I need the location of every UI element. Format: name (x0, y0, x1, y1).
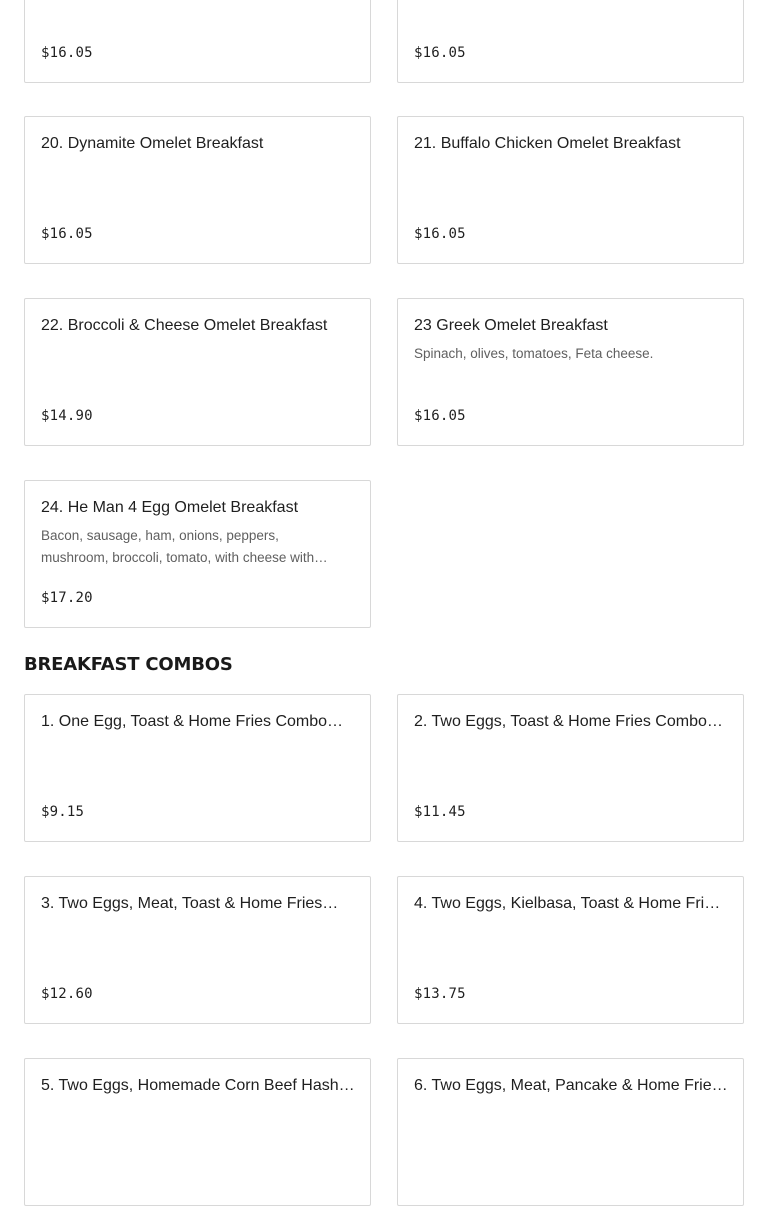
menu-item-title: 23 Greek Omelet Breakfast (414, 317, 608, 334)
menu-item-price: $17.20 (41, 590, 93, 606)
menu-item-card[interactable] (397, 1058, 744, 1206)
menu-item-price: $16.05 (414, 226, 466, 242)
menu-item-price: $13.75 (414, 986, 466, 1002)
menu-item-card[interactable] (24, 876, 371, 1024)
menu-item-title: 22. Broccoli & Cheese Omelet Breakfast (41, 317, 328, 334)
menu-item-card[interactable] (397, 0, 744, 83)
menu-item-description: Bacon, sausage, ham, onions, peppers, mushroom, broccoli, tomato, with cheese with… (41, 528, 328, 565)
menu-item-card[interactable] (24, 1058, 371, 1206)
menu-item-title: 3. Two Eggs, Meat, Toast & Home Fries… (41, 895, 339, 912)
menu-item-title: 6. Two Eggs, Meat, Pancake & Home Frie… (414, 1077, 728, 1094)
menu-item-card[interactable] (397, 876, 744, 1024)
menu-item-title: 20. Dynamite Omelet Breakfast (41, 135, 264, 152)
menu-item-price: $11.45 (414, 804, 466, 820)
menu-item-card[interactable] (24, 480, 371, 628)
menu-item-title: 4. Two Eggs, Kielbasa, Toast & Home Frie… (414, 895, 729, 912)
menu-item-price: $9.15 (41, 804, 85, 820)
menu-item-card[interactable] (397, 298, 744, 446)
menu-item-price: $16.05 (41, 45, 93, 61)
menu-item-card[interactable] (397, 694, 744, 842)
menu-item-title: 1. One Egg, Toast & Home Fries Combo… (41, 713, 344, 730)
menu-item-title: 2. Two Eggs, Toast & Home Fries Combo… (414, 713, 723, 730)
menu-item-card[interactable] (24, 116, 371, 264)
menu-item-card[interactable] (24, 0, 371, 83)
menu-item-price: $12.60 (41, 986, 93, 1002)
menu-item-card[interactable] (24, 298, 371, 446)
section-heading-breakfast-combos: BREAKFAST COMBOS (24, 654, 233, 675)
menu-item-card[interactable] (397, 116, 744, 264)
menu-item-description: Spinach, olives, tomatoes, Feta cheese. (414, 346, 654, 361)
menu-item-title: 21. Buffalo Chicken Omelet Breakfast (414, 135, 681, 152)
menu-item-price: $16.05 (41, 226, 93, 242)
menu-item-title: 24. He Man 4 Egg Omelet Breakfast (41, 499, 299, 516)
menu-item-card[interactable] (24, 694, 371, 842)
menu-item-price: $16.05 (414, 45, 466, 61)
menu-item-price: $16.05 (414, 408, 466, 424)
menu-item-price: $14.90 (41, 408, 93, 424)
menu-item-title: 5. Two Eggs, Homemade Corn Beef Hash… (41, 1077, 355, 1094)
